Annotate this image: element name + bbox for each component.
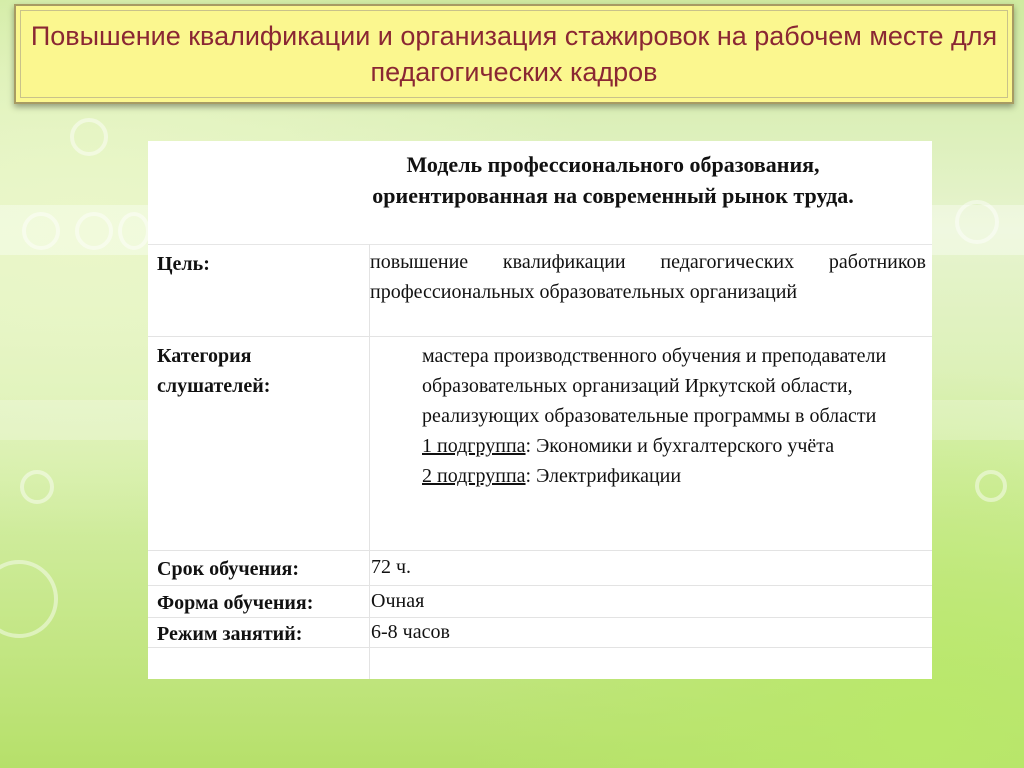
duration-label: Срок обучения:: [157, 558, 300, 580]
table-header-text: Модель профессионального образования, ориентированная на современный рынок труда.: [372, 152, 854, 208]
table-row-form: [148, 586, 932, 618]
background-ring: [70, 118, 108, 156]
background-ring: [975, 470, 1007, 502]
background-ring: [75, 212, 113, 250]
form-label: Форма обучения:: [157, 592, 314, 614]
schedule-label: Режим занятий:: [157, 623, 303, 645]
table-row-duration: [148, 551, 932, 586]
form-value: Очная: [371, 590, 425, 612]
category-value-block: [422, 341, 927, 491]
subgroup-1-link: 1 подгруппа: [422, 435, 526, 457]
goal-label: Цель:: [157, 253, 210, 275]
subgroup-1-text: : Экономики и бухгалтерского учёта: [525, 435, 835, 457]
background-ring: [955, 200, 999, 244]
subgroup-1: [422, 431, 927, 461]
table-row-empty: [148, 648, 932, 678]
table-row-schedule: [148, 618, 932, 648]
table-row-goal: [148, 244, 932, 337]
category-label: Категория слушателей:: [157, 345, 271, 397]
background-ring: [20, 470, 54, 504]
slide-title-box: [14, 4, 1014, 104]
background-ring: [22, 212, 60, 250]
table-header: [148, 141, 932, 245]
background-ring: [0, 560, 58, 638]
background-ring: [118, 212, 150, 250]
schedule-value: 6-8 часов: [371, 621, 450, 643]
table-row-category: [148, 337, 932, 551]
subgroup-2-link: 2 подгруппа: [422, 465, 526, 487]
slide-title: Повышение квалификации и организация стажировок на рабочем месте для педагогических кадров: [30, 21, 998, 87]
subgroup-2-text: : Электрификации: [525, 465, 682, 487]
category-value: мастера производственного обучения и преподаватели образовательных организаций Иркутской области, реализующих образовательные программы в области: [422, 345, 887, 427]
subgroup-2: [422, 461, 927, 491]
program-table: [148, 141, 932, 679]
duration-value: 72 ч.: [371, 556, 412, 578]
goal-value: повышение квалификации педагогических работников профессиональных образовательных организаций: [370, 251, 926, 303]
